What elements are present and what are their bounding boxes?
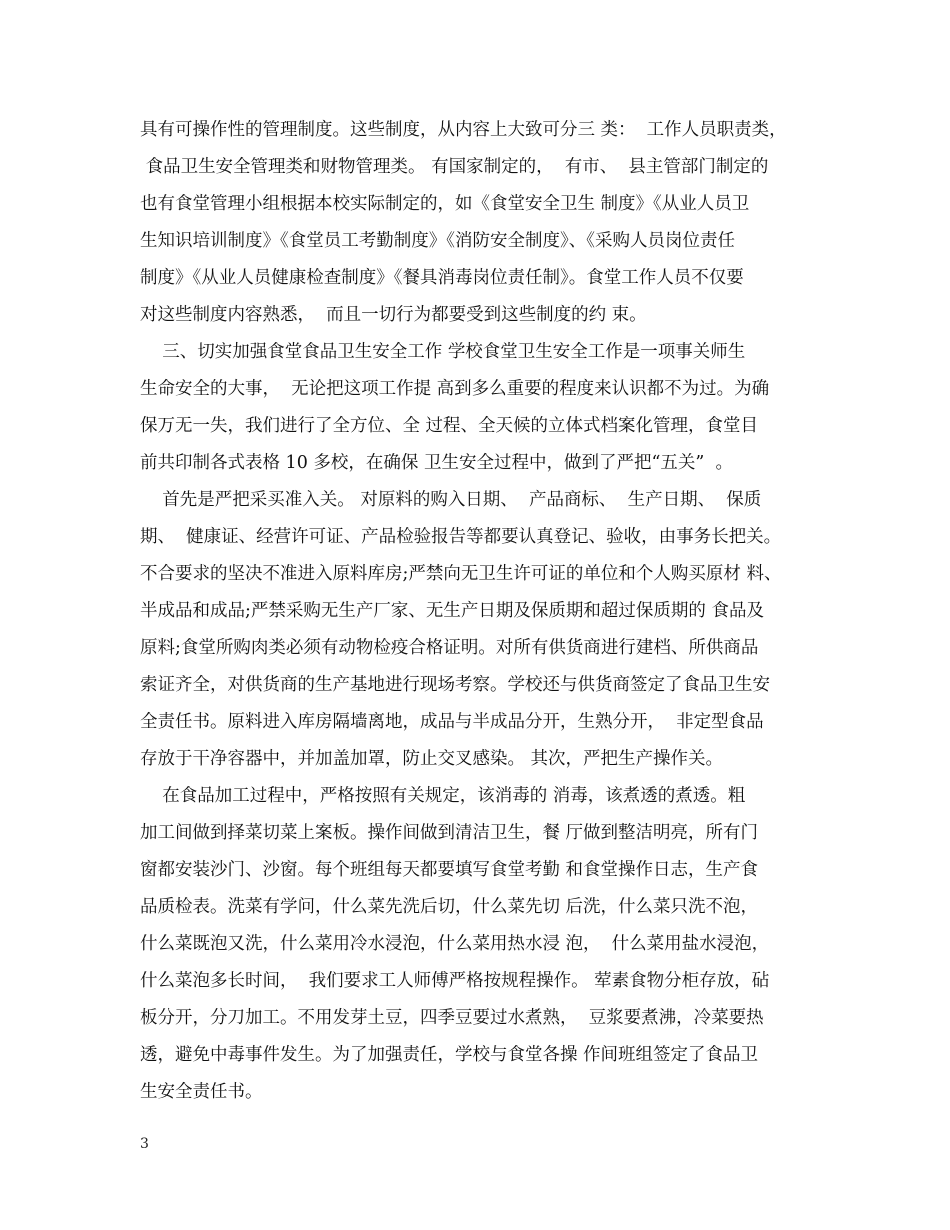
text-line: 对这些制度内容熟悉， 而且一切行为都要受到这些制度的约 束。 <box>140 305 647 325</box>
body-text <box>140 112 820 1111</box>
text-line: 原料;食堂所购肉类必须有动物检疫合格证明。对所有供货商进行建档、所供商品 <box>140 638 759 658</box>
text-line: 板分开，分刀加工。不用发芽土豆，四季豆要过水煮熟， 豆浆要煮沸，冷菜要热 <box>140 1008 764 1028</box>
text-line: 保万无一失，我们进行了全方位、全 过程、全天候的立体式档案化管理，食堂目 <box>140 416 759 436</box>
text-line: 生知识培训制度》《食堂员工考勤制度》《消防安全制度》、《采购人员岗位责任 <box>140 231 735 251</box>
text-line: 具有可操作性的管理制度。这些制度，从内容上大致可分三 类： 工作人员职责类， <box>140 120 787 140</box>
text-line: 首先是严把采买准入关。 对原料的购入日期、 产品商标、 生产日期、 保质 <box>140 490 762 510</box>
text-line: 窗都安装沙门、沙窗。每个班组每天都要填写食堂考勤 和食堂操作日志，生产食 <box>140 860 759 880</box>
text-line: 前共印制各式表格 10 多校，在确保 卫生安全过程中，做到了严把“五关” 。 <box>140 453 733 473</box>
text-line: 存放于干净容器中，并加盖加罩，防止交叉感染。 其次，严把生产操作关。 <box>140 749 724 769</box>
text-line: 三、切实加强食堂食品卫生安全工作 学校食堂卫生安全工作是一项事关师生 <box>140 342 746 362</box>
text-line: 什么菜泡多长时间， 我们要求工人师傅严格按规程操作。 荤素食物分柜存放，砧 <box>140 971 770 991</box>
text-line: 索证齐全，对供货商的生产基地进行现场考察。学校还与供货商签定了食品卫生安 <box>140 675 770 695</box>
text-line: 制度》《从业人员健康检查制度》《餐具消毒岗位责任制》。食堂工作人员不仅要 <box>140 268 744 288</box>
text-line: 食品卫生安全管理类和财物管理类。 有国家制定的， 有市、 县主管部门制定的 <box>140 157 769 177</box>
text-line: 生安全责任书。 <box>140 1082 263 1102</box>
text-line: 半成品和成品;严禁采购无生产厂家、无生产日期及保质期和超过保质期的 食品及 <box>140 601 764 621</box>
text-line: 生命安全的大事， 无论把这项工作提 高到多么重要的程度来认识都不为过。为确 <box>140 379 770 399</box>
text-line: 全责任书。原料进入库房隔墙离地，成品与半成品分开，生熟分开， 非定型食品 <box>140 712 764 732</box>
text-line: 不合要求的坚决不准进入原料库房;严禁向无卫生许可证的单位和个人购买原材 料、 <box>140 564 782 584</box>
text-line: 品质检表。洗菜有学问，什么菜先洗后切，什么菜先切 后洗，什么菜只洗不泡， <box>140 897 759 917</box>
text-line: 什么菜既泡又洗，什么菜用冷水浸泡，什么菜用热水浸 泡， 什么菜用盐水浸泡， <box>140 934 770 954</box>
text-line: 也有食堂管理小组根据本校实际制定的，如《食堂安全卫生 制度》《从业人员卫 <box>140 194 750 214</box>
page-number: 3 <box>140 1136 149 1152</box>
text-line: 期、 健康证、经营许可证、产品检验报告等都要认真登记、验收，由事务长把关。 <box>140 527 782 547</box>
text-line: 加工间做到择菜切菜上案板。操作间做到清洁卫生，餐 厅做到整洁明亮，所有门 <box>140 823 759 843</box>
text-line: 在食品加工过程中，严格按照有关规定，该消毒的 消毒，该煮透的煮透。粗 <box>140 786 746 806</box>
text-line: 透，避免中毒事件发生。为了加强责任，学校与食堂各操 作间班组签定了食品卫 <box>140 1045 759 1065</box>
